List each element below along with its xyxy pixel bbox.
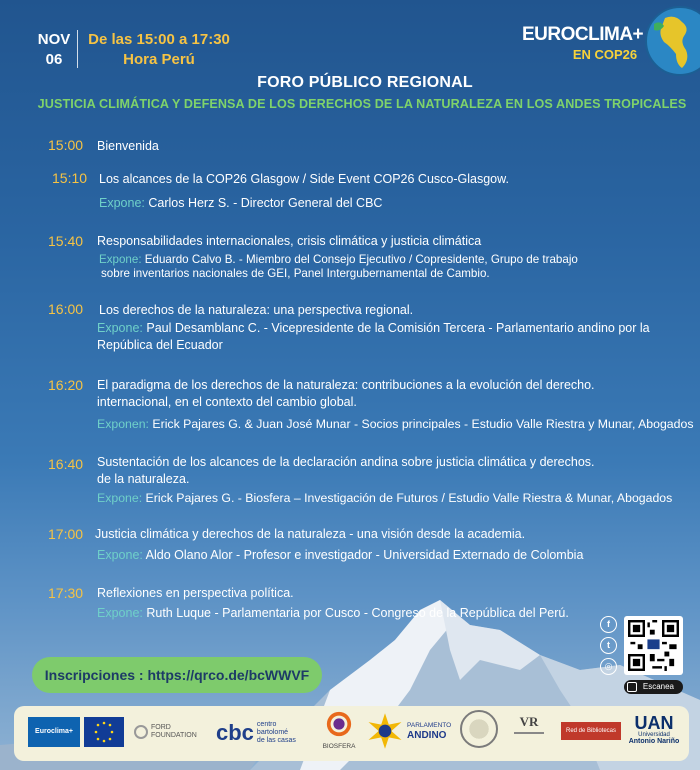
vr-logo bbox=[514, 714, 544, 734]
cbc-name: centro bartolomé de las casas bbox=[256, 721, 296, 744]
uan-mark: UAN bbox=[634, 713, 674, 733]
cbc-logo bbox=[216, 720, 296, 746]
agenda-speaker: Expone: Eduardo Calvo B. - Miembro del Consejo Ejecutivo / Copresidente, Grupo de trabajo bbox=[99, 253, 578, 266]
scan-button[interactable] bbox=[624, 680, 683, 694]
instagram-icon[interactable]: ◎ bbox=[600, 658, 617, 675]
scan-icon bbox=[627, 682, 637, 692]
eu-flag-icon bbox=[84, 717, 124, 747]
biosfera-logo bbox=[319, 710, 359, 750]
time-zone: Hora Perú bbox=[123, 51, 195, 68]
biosfera-icon bbox=[325, 710, 353, 738]
vr-mark: VR bbox=[519, 714, 539, 729]
scan-label: Escanea bbox=[642, 682, 674, 691]
agenda-speaker-cont: sobre inventarios nacionales de GEI, Panel Intergubernamental de Cambio. bbox=[101, 267, 490, 280]
agenda-title: Sustentación de los alcances de la declaración andina sobre justicia climática y derechos. bbox=[97, 455, 595, 469]
agenda-time: 16:00 bbox=[48, 301, 84, 317]
brand-line1: EUROCLIMA+ bbox=[522, 24, 644, 45]
date-day: 06 bbox=[45, 51, 63, 68]
agenda-title: Justicia climática y derechos de la naturaleza - una visión desde la academia. bbox=[95, 527, 526, 541]
ford-foundation-icon bbox=[134, 725, 148, 739]
agenda-time: 16:20 bbox=[48, 377, 84, 393]
brand-line2: EN COP26 bbox=[572, 47, 638, 62]
date-month: NOV bbox=[37, 31, 71, 48]
agenda-time: 16:40 bbox=[48, 456, 84, 472]
event-date bbox=[28, 30, 80, 70]
agenda-speaker: Expone: Ruth Luque - Parlamentaria por Cusco - Congreso de la República del Perú. bbox=[97, 606, 569, 620]
euroclima-logo: Euroclima+ bbox=[28, 717, 80, 747]
agenda-speaker: Exponen: Erick Pajares G. & Juan José Munar - Socios principales - Estudio Valle Riestra y Munar, Abogados bbox=[97, 417, 694, 431]
red-bibliotecas-logo: Red de Bibliotecas bbox=[561, 722, 621, 740]
date-divider bbox=[77, 30, 78, 68]
twitter-icon[interactable]: t bbox=[600, 637, 617, 654]
sun-icon bbox=[366, 712, 404, 750]
agenda-title: Los alcances de la COP26 Glasgow / Side Event COP26 Cusco-Glasgow. bbox=[99, 172, 509, 186]
agenda-title: Los derechos de la naturaleza: una perspectiva regional. bbox=[99, 303, 414, 317]
uan-name1: Universidad bbox=[638, 732, 670, 738]
agenda-title: Responsabilidades internacionales, crisis climática y justicia climática bbox=[97, 234, 482, 248]
agenda-title: El paradigma de los derechos de la naturaleza: contribuciones a la evolución del derecho. bbox=[97, 378, 595, 392]
time-range: De las 15:00 a 17:30 bbox=[88, 31, 230, 48]
ford-foundation-logo bbox=[134, 724, 197, 740]
agenda-speaker: Expone: Carlos Herz S. - Director General del CBC bbox=[99, 196, 383, 210]
sponsor-logos-bar bbox=[14, 706, 689, 761]
agenda-title-cont: de la naturaleza. bbox=[97, 472, 190, 486]
agenda-speaker: Expone: Aldo Olano Alor - Profesor e investigador - Universidad Externado de Colombia bbox=[97, 548, 584, 562]
seal-logo bbox=[460, 710, 498, 748]
agenda-title: Bienvenida bbox=[97, 139, 159, 153]
uan-logo bbox=[628, 714, 680, 745]
agenda-time: 15:40 bbox=[48, 233, 84, 249]
biosfera-name: BIOSFERA bbox=[322, 743, 356, 750]
parlamento-name: PARLAMENTO ANDINO bbox=[407, 721, 452, 741]
euroclima-cop26-logo bbox=[522, 24, 643, 62]
agenda-time: 15:10 bbox=[52, 170, 88, 186]
agenda-title-cont: internacional, en el contexto del cambio global. bbox=[97, 395, 357, 409]
agenda-speaker: Expone: Paul Desamblanc C. - Vicepresidente de la Comisión Tercera - Parlamentario andino por la bbox=[97, 321, 650, 335]
facebook-icon[interactable]: f bbox=[600, 616, 617, 633]
event-time bbox=[84, 30, 234, 70]
globe-icon bbox=[640, 6, 700, 76]
qr-pattern bbox=[628, 620, 679, 671]
event-subtitle: JUSTICIA CLIMÁTICA Y DEFENSA DE LOS DERECHOS DE LA NATURALEZA EN LOS ANDES TROPICALES bbox=[37, 97, 687, 111]
agenda-time: 15:00 bbox=[48, 137, 84, 153]
event-title: FORO PÚBLICO REGIONAL bbox=[257, 74, 473, 91]
agenda-speaker-cont: República del Ecuador bbox=[97, 338, 223, 352]
registration-link[interactable]: Inscripciones : https://qrco.de/bcWWVF bbox=[32, 657, 322, 693]
agenda-time: 17:30 bbox=[48, 585, 84, 601]
cbc-short: cbc bbox=[216, 720, 254, 745]
parlamento-andino-logo bbox=[366, 712, 451, 750]
agenda-speaker: Expone: Erick Pajares G. - Biosfera – Investigación de Futuros / Estudio Valle Riestra & Munar, Abogados bbox=[97, 491, 673, 505]
agenda-title: Reflexiones en perspectiva política. bbox=[97, 586, 294, 600]
qr-code[interactable] bbox=[624, 616, 683, 675]
uan-name2: Antonio Nariño bbox=[628, 738, 680, 745]
vr-line bbox=[514, 732, 544, 734]
agenda-time: 17:00 bbox=[48, 526, 84, 542]
ford-foundation-name: FORD FOUNDATION bbox=[151, 724, 197, 739]
